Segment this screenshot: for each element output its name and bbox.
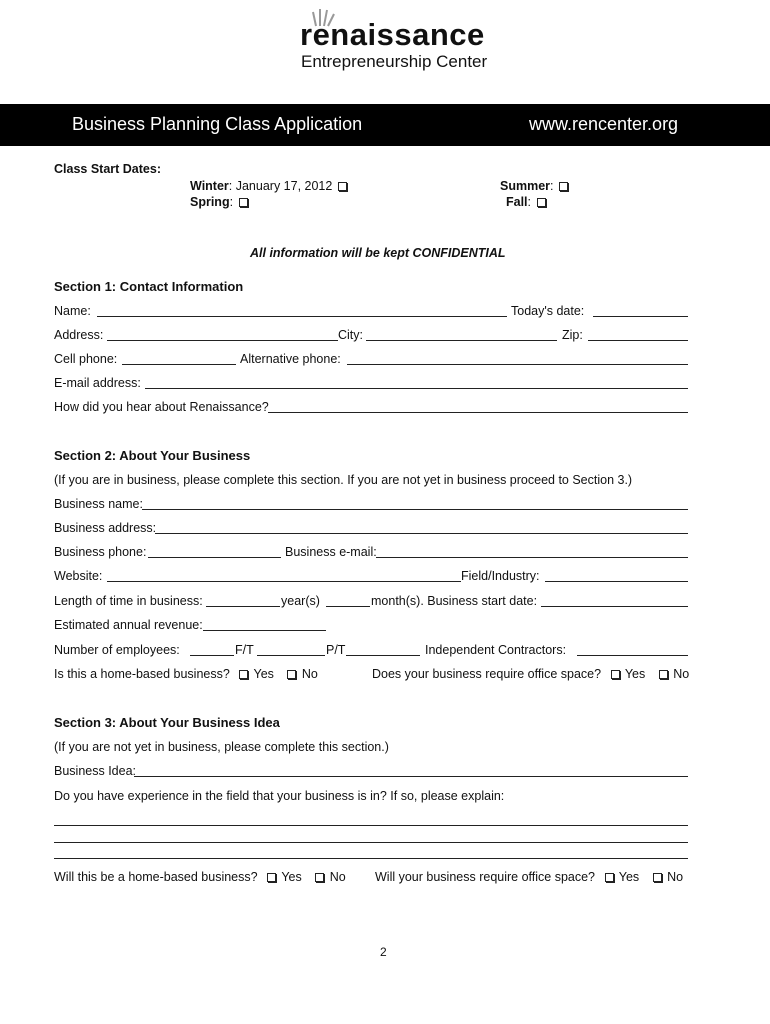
business-email-label: Business e-mail:: [285, 545, 377, 559]
business-address-field[interactable]: [155, 533, 688, 534]
zip-label: Zip:: [562, 328, 583, 342]
fall-checkbox[interactable]: [537, 198, 546, 207]
alt-phone-field[interactable]: [347, 364, 688, 365]
idea-home-based-question: [54, 870, 346, 884]
business-address-label: Business address:: [54, 521, 157, 535]
idea-home-based-no-label: No: [329, 870, 346, 884]
revenue-label: Estimated annual revenue:: [54, 618, 203, 632]
revenue-field[interactable]: [203, 630, 326, 631]
address-field[interactable]: [107, 340, 338, 341]
home-based-yes-label: Yes: [253, 667, 274, 681]
referral-label: How did you hear about Renaissance?: [54, 400, 269, 414]
logo-wordmark: renaissance: [300, 17, 485, 52]
website-label: Website:: [54, 569, 103, 583]
fall-option: Fall:: [506, 195, 548, 209]
section2-title: Section 2: About Your Business: [54, 448, 251, 463]
idea-office-space-label: Will your business require office space?: [375, 870, 596, 884]
home-based-no-label: No: [301, 667, 318, 681]
referral-field[interactable]: [268, 412, 688, 413]
idea-office-space-yes-label: Yes: [618, 870, 640, 884]
business-phone-label: Business phone:: [54, 545, 147, 559]
contractors-label: Independent Contractors:: [425, 643, 567, 657]
office-space-question: [372, 667, 689, 681]
business-name-field[interactable]: [142, 509, 688, 510]
form-title: Business Planning Class Application: [72, 114, 363, 134]
home-based-label: Is this a home-based business?: [54, 667, 230, 681]
today-date-label: Today's date:: [511, 304, 585, 318]
office-space-no-label: No: [673, 667, 690, 681]
cell-phone-label: Cell phone:: [54, 352, 118, 366]
section2-note: (If you are in business, please complete this section. If you are not yet in business proceed to Section 3.): [54, 473, 633, 487]
spring-checkbox[interactable]: [239, 198, 248, 207]
months-field[interactable]: [326, 606, 370, 607]
start-date-field[interactable]: [541, 606, 688, 607]
experience-line-3[interactable]: [54, 858, 688, 859]
name-label: Name:: [54, 304, 91, 318]
experience-line-2[interactable]: [54, 842, 688, 843]
idea-office-space-yes-checkbox[interactable]: [605, 873, 614, 882]
alt-phone-label: Alternative phone:: [240, 352, 341, 366]
idea-home-based-label: Will this be a home-based business?: [54, 870, 258, 884]
idea-office-space-no-label: No: [667, 870, 684, 884]
idea-home-based-no-checkbox[interactable]: [315, 873, 324, 882]
logo-subtitle: Entrepreneurship Center: [301, 52, 488, 71]
section3-title: Section 3: About Your Business Idea: [54, 715, 280, 730]
business-idea-label: Business Idea:: [54, 764, 136, 778]
idea-office-space-no-checkbox[interactable]: [653, 873, 662, 882]
years-field[interactable]: [206, 606, 280, 607]
website-link[interactable]: www.rencenter.org: [529, 114, 679, 134]
part-time-count-field[interactable]: [346, 655, 420, 656]
email-label: E-mail address:: [54, 376, 141, 390]
winter-checkbox[interactable]: [338, 182, 347, 191]
experience-line-1[interactable]: [54, 825, 688, 826]
home-based-question: [54, 667, 318, 681]
experience-label: Do you have experience in the field that your business is in? If so, please explain:: [54, 789, 505, 803]
section3-note: (If you are not yet in business, please complete this section.): [54, 740, 389, 754]
address-label: Address:: [54, 328, 104, 342]
city-field[interactable]: [366, 340, 557, 341]
idea-home-based-yes-checkbox[interactable]: [267, 873, 276, 882]
fall-label: Fall: [506, 195, 528, 209]
full-time-field[interactable]: [190, 655, 234, 656]
spring-label: Spring: [190, 195, 230, 209]
website-field[interactable]: [107, 581, 461, 582]
email-field[interactable]: [145, 388, 688, 389]
summer-label: Summer: [500, 179, 551, 193]
part-time-label: P/T: [326, 643, 346, 657]
winter-option: [190, 179, 349, 193]
confidential-notice: All information will be kept CONFIDENTIAL: [250, 246, 506, 260]
today-date-field[interactable]: [593, 316, 688, 317]
business-name-label: Business name:: [54, 497, 143, 511]
part-time-field[interactable]: [257, 655, 325, 656]
business-email-field[interactable]: [376, 557, 688, 558]
office-space-no-checkbox[interactable]: [659, 670, 668, 679]
business-phone-field[interactable]: [148, 557, 281, 558]
name-field[interactable]: [97, 316, 507, 317]
idea-office-space-question: [375, 870, 683, 884]
employees-label: Number of employees:: [54, 643, 180, 657]
section1-title: Section 1: Contact Information: [54, 279, 244, 294]
industry-field[interactable]: [545, 581, 688, 582]
class-dates-heading: Class Start Dates:: [54, 162, 161, 176]
summer-checkbox[interactable]: [559, 182, 568, 191]
idea-home-based-yes-label: Yes: [281, 870, 302, 884]
months-start-label: month(s). Business start date:: [371, 594, 538, 608]
home-based-no-checkbox[interactable]: [287, 670, 296, 679]
business-idea-field[interactable]: [134, 776, 688, 777]
contractors-field[interactable]: [577, 655, 688, 656]
zip-field[interactable]: [588, 340, 688, 341]
city-label: City:: [338, 328, 363, 342]
cell-phone-field[interactable]: [122, 364, 236, 365]
home-based-yes-checkbox[interactable]: [239, 670, 248, 679]
winter-label: Winter: [190, 179, 229, 193]
industry-label: Field/Industry:: [461, 569, 540, 583]
spring-option: Spring:: [190, 195, 250, 209]
summer-option: Summer:: [500, 179, 570, 193]
office-space-label: Does your business require office space?: [372, 667, 602, 681]
time-in-business-label: Length of time in business:: [54, 594, 203, 608]
page-number: 2: [380, 945, 387, 959]
full-time-label: F/T: [235, 643, 254, 657]
years-label: year(s): [281, 594, 320, 608]
office-space-yes-label: Yes: [624, 667, 646, 681]
office-space-yes-checkbox[interactable]: [611, 670, 620, 679]
winter-date: : January 17, 2012: [228, 179, 333, 193]
